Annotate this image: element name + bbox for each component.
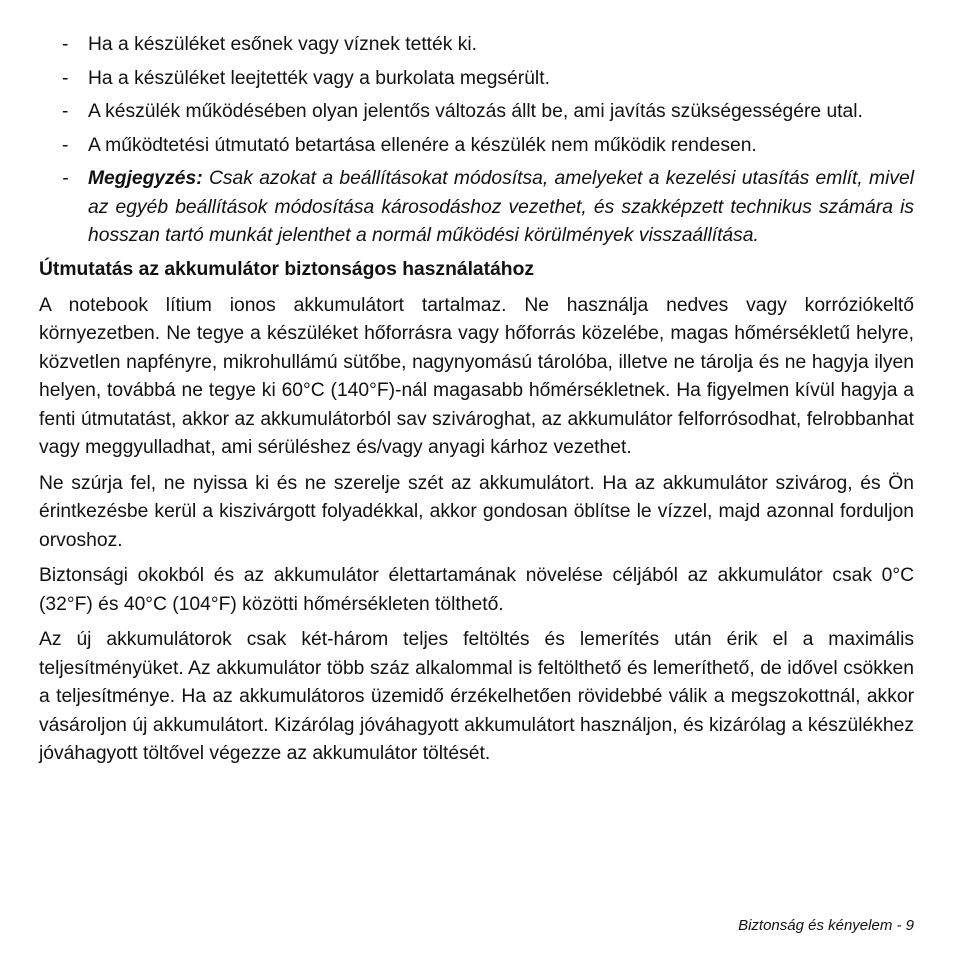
page-footer	[738, 917, 914, 934]
note-label: Megjegyzés:	[88, 168, 203, 189]
paragraph: Az új akkumulátorok csak két-három teljes feltöltés és lemerítés után érik el a maximális teljesítményüket. Az akkumulátor több száz alkalommal is feltölthető és lemeríthető, de idővel csökken a teljesítménye. Ha az akkumulátoros üzemidő érzékelhetően rövidebbé válik a megszokottnál, akkor vásároljon új akkumulátort. Kizárólag jóváhagyott akkumulátort használjon, és kizárólag a készülékhez jóváhagyott töltővel végezze az akkumulátor töltését.	[39, 629, 914, 764]
paragraph: Biztonsági okokból és az akkumulátor élettartamának növelése céljából az akkumulátor csak 0°C (32°F) és 40°C (104°F) közötti hőmérsékleten tölthető.	[39, 565, 914, 615]
bullet-list	[39, 31, 914, 251]
list-dash: -	[62, 134, 69, 156]
list-item-text: A működtetési útmutató betartása ellenére a készülék nem működik rendesen.	[88, 134, 757, 156]
list-item	[39, 65, 914, 94]
list-item	[39, 132, 914, 161]
list-dash: -	[62, 101, 69, 122]
paragraph: Ne szúrja fel, ne nyissa ki és ne szerelje szét az akkumulátort. Ha az akkumulátor szivárog, és Ön érintkezésbe kerül a kiszivárgott folyadékkal, akkor gondosan öblítse le vízzel, majd azonnal forduljon orvoshoz.	[39, 472, 914, 551]
list-dash: -	[62, 34, 69, 55]
note-item	[39, 165, 914, 251]
list-item	[39, 31, 914, 60]
paragraph: A notebook lítium ionos akkumulátort tartalmaz. Ne használja nedves vagy korróziókeltő környezetben. Ne tegye a készüléket hőforrásra vagy hőforrás közelébe, magas hőmérsékletű helyre, közvetlen napfényre, mikrohullámú sütőbe, nagynyomású tárolóba, illetve ne tárolja és ne hagyja ilyen helyen, továbbá ne tegye ki 60°C (140°F)-nál magasabb hőmérsékletnek. Ha figyelmen kívül hagyja a fenti útmutatást, akkor az akkumulátorból sav szivároghat, az akkumulátor felforrósodhat, felrobbanhat vagy meggyulladhat, ami sérüléshez és/vagy anyagi kárhoz vezethet.	[39, 294, 914, 458]
list-dash: -	[62, 67, 69, 89]
note-text: Csak azokat a beállításokat módosítsa, amelyeket a kezelési utasítás említ, mivel az egyéb beállítások módosítása károsodáshoz vezethet, és szakképzett technikus számára is hosszan tartó munkát jelenthet a normál működési körülmények visszaállítása.	[88, 168, 914, 246]
page-number: 9	[905, 917, 914, 934]
list-item-text: A készülék működésében olyan jelentős változás állt be, ami javítás szükségességére utal.	[88, 101, 863, 122]
list-dash: -	[62, 168, 69, 189]
section-heading: Útmutatás az akkumulátor biztonságos használatához	[39, 258, 534, 280]
list-item-text: Ha a készüléket esőnek vagy víznek tették ki.	[88, 34, 478, 55]
footer-section-title: Biztonság és kényelem -	[738, 917, 902, 934]
document-page	[39, 31, 914, 776]
list-item-text: Ha a készüléket leejtették vagy a burkolata megsérült.	[88, 67, 550, 89]
list-item	[39, 98, 914, 127]
